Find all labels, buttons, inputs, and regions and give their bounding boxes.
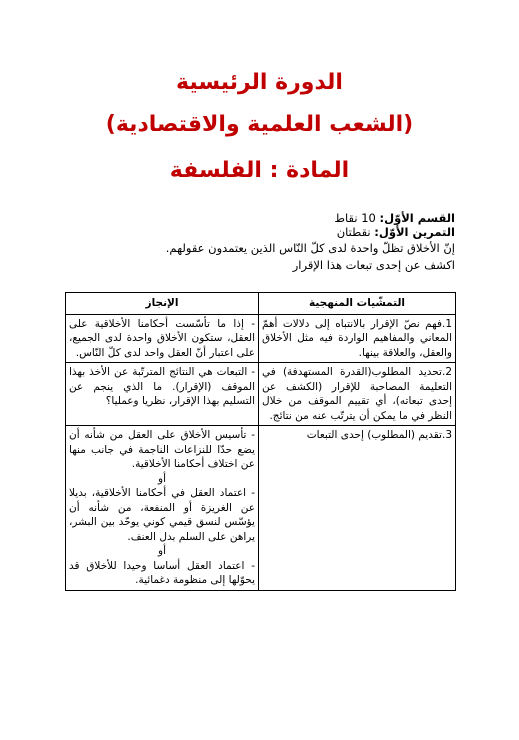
exam-subject-title: المادة : الفلسفة [169,158,350,183]
or-separator: أو [158,545,166,557]
task-text: اكشف عن إحدى تبعات هذا الإقرار [292,258,455,272]
exercise-label: التمرين الأوّل: [374,225,455,239]
answer-paragraph: - التبعات هي النتائج المترتّبة عن الأخذ بهذا الموقف (الإقرار). ما الذي ينجم عن التسليم بهذا الإقرار، نظريا وعمليا؟ [69,366,255,407]
section-points: 10 نقاط [334,211,380,225]
exercise-points: نقطتان [336,225,375,239]
answer-cell [66,426,259,591]
steps-cell: 3.تقديم (المطلوب) إحدى التبعات [259,426,456,591]
answer-paragraph: - اعتماد العقل أساسا وحيدا للأخلاق قد يحوّلها إلى منظومة دغمائية. [69,559,255,586]
steps-cell: 2.تحديد المطلوب(القدرة المستهدفة) في التعليمة المصاحبة للإقرار (الكشف عن إحدى تبعاته)، أي تقييم الموقف من خلال النظر في ما يمكن أن يترتّب عنه من نتائج. [259,363,456,426]
exercise-line [35,225,455,239]
statement-text: إنّ الأخلاق تظلّ واحدة لدى كلّ النّاس الذين يعتمدون عقولهم. [165,241,455,255]
steps-cell: 1.فهم نصّ الإقرار بالانتباه إلى دلالات أهمّ المعاني والمفاهيم الواردة فيه مثل الأخلاق والعقل، والعلاقة بينها. [259,314,456,363]
table-row [66,314,456,363]
table-header-row [66,293,456,315]
or-separator: أو [158,472,166,485]
answer-cell [66,314,259,363]
section-line [35,211,455,225]
answer-paragraph: - اعتماد العقل في أحكامنا الأخلاقية، بديلا عن الغريزة أو المنفعة، من شأنه أن يؤسّس لنسق قيمي كوني يوحّد بين البشر، يراهن على السلم بدل العنف. [69,487,255,543]
header-steps: التمشّيات المنهجية [259,293,456,315]
answer-paragraph: - تأسيس الأخلاق على العقل من شأنه أن يضع حدّا للنزاعات الناجمة في جانب منها عن اختلاف أحكامنا الأخلاقية. [69,429,255,470]
exam-streams-title: (الشعب العلمية والاقتصادية) [105,112,414,137]
table-row [66,363,456,426]
section-label: القسم الأوّل: [379,211,455,225]
answer-table [65,292,456,591]
answer-cell [66,363,259,426]
table-row [66,426,456,591]
answer-paragraph: - إذا ما تأسّست أحكامنا الأخلاقية على العقل، ستكون الأخلاق واحدة لدى الجميع، على اعتبار أنّ العقل واحد لدى كلّ النّاس. [69,317,255,359]
exam-session-title: الدورة الرئيسية [176,70,343,95]
header-answer: الإنجاز [66,293,259,315]
